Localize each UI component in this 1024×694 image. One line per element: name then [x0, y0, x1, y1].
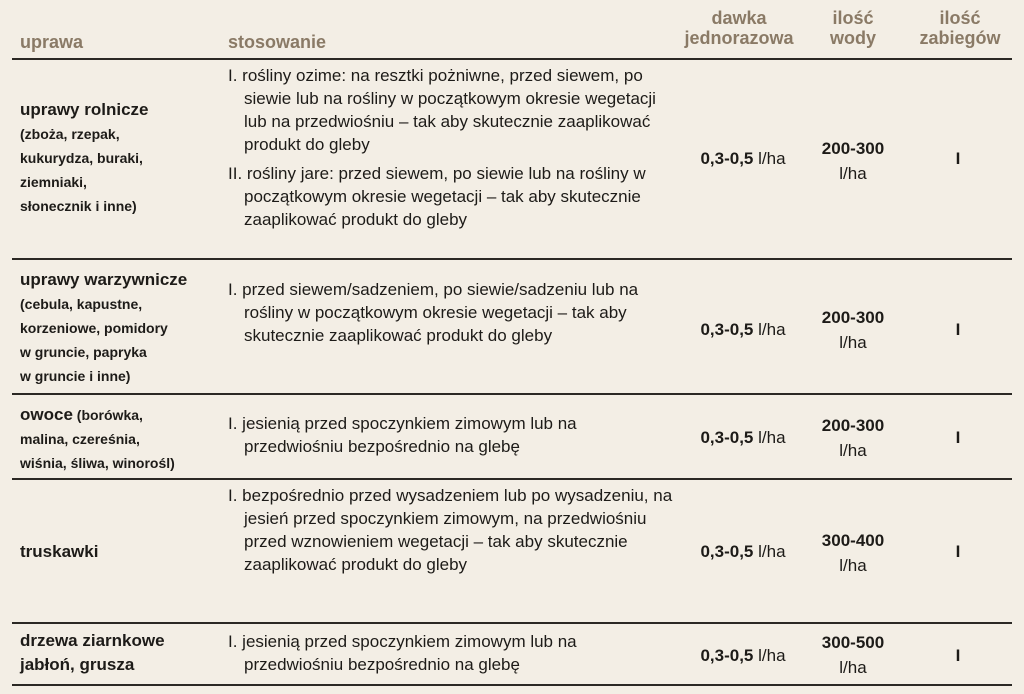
- table-row-usage: [228, 64, 673, 231]
- dose-value: 0,3-0,5: [700, 320, 754, 339]
- header-woda: [817, 8, 889, 48]
- crop-detail: korzeniowe, pomidory: [20, 320, 168, 336]
- header-dawka: [678, 8, 800, 48]
- divider: [12, 478, 1012, 480]
- dose-cell: [683, 149, 803, 169]
- divider: [12, 622, 1012, 624]
- treatments-count: I: [955, 149, 961, 168]
- usage-item: I. bezpośrednio przed wysadzeniem lub po wysadzeniu, na jesień przed spoczynkiem zimowym, na przedwiośniu przed wznowieniem wegetacji – tak aby skutecznie zaaplikować produkt do gleby: [228, 486, 673, 574]
- dose-unit: l/ha: [758, 428, 786, 447]
- usage-item: I. jesienią przed spoczynkiem zimowym lub na przedwiośniu bezpośrednio na glebę: [228, 632, 577, 674]
- dose-unit: l/ha: [758, 646, 786, 665]
- crop-detail: malina, czereśnia,: [20, 431, 140, 447]
- table-row-usage: [228, 278, 673, 347]
- water-value: 200-300: [821, 139, 885, 158]
- water-cell: [812, 528, 894, 578]
- water-value: 300-500: [821, 633, 885, 652]
- dose-cell: [683, 320, 803, 340]
- table-row-usage: [228, 484, 673, 576]
- dose-unit: l/ha: [758, 542, 786, 561]
- dose-value: 0,3-0,5: [700, 149, 754, 168]
- water-cell: [812, 413, 894, 463]
- crop-detail: w gruncie, papryka: [20, 344, 147, 360]
- crop-name-line: [20, 403, 175, 427]
- crop-detail: (cebula, kapustne,: [20, 296, 143, 312]
- crop-name: uprawy warzywnicze: [20, 270, 188, 289]
- dose-value: 0,3-0,5: [700, 646, 754, 665]
- header-dawka-line2: jednorazowa: [684, 28, 794, 48]
- dose-unit: l/ha: [758, 320, 786, 339]
- divider: [12, 684, 1012, 686]
- crop-detail: w gruncie i inne): [20, 368, 131, 384]
- dose-unit: l/ha: [758, 149, 786, 168]
- usage-item: I. rośliny ozime: na resztki pożniwne, przed siewem, po siewie lub na rośliny w początkowym okresie wegetacji lub na przedwiośniu – tak aby skutecznie zaaplikować produkt do gleby: [228, 66, 656, 154]
- treatments-count: I: [955, 542, 961, 561]
- divider: [12, 393, 1012, 395]
- water-unit: l/ha: [839, 441, 867, 460]
- crop-detail: wiśnia, śliwa, winorośl): [20, 455, 175, 471]
- crop-detail: jabłoń, grusza: [20, 655, 135, 674]
- divider: [12, 258, 1012, 260]
- water-cell: [812, 305, 894, 355]
- crop-detail: ziemniaki,: [20, 174, 87, 190]
- water-value: 200-300: [821, 308, 885, 327]
- header-zabiegi-line2: zabiegów: [919, 28, 1001, 48]
- table-row-crop: [20, 98, 148, 218]
- table-row-usage: [228, 412, 673, 458]
- crop-detail: (zboża, rzepak,: [20, 126, 120, 142]
- usage-item: II. rośliny jare: przed siewem, po siewie lub na rośliny w początkowym okresie wegetacji – tak aby skutecznie zaaplikować produkt do gleby: [228, 164, 646, 229]
- usage-item: I. przed siewem/sadzeniem, po siewie/sadzeniu lub na rośliny w początkowym okresie wegetacji – tak aby skutecznie zaaplikować produkt do gleby: [228, 280, 639, 345]
- dose-cell: [683, 542, 803, 562]
- header-zabiegi: [910, 8, 1010, 48]
- crop-detail: (borówka,: [72, 407, 143, 423]
- water-cell: [812, 136, 894, 186]
- crop-name: truskawki: [20, 542, 99, 561]
- water-unit: l/ha: [839, 556, 867, 575]
- dose-value: 0,3-0,5: [700, 428, 754, 447]
- header-zabiegi-line1: ilość: [939, 8, 981, 28]
- table-row-usage: [228, 630, 673, 676]
- water-unit: l/ha: [839, 164, 867, 183]
- usage-item: I. jesienią przed spoczynkiem zimowym lub na przedwiośniu bezpośrednio na glebę: [228, 414, 577, 456]
- table-row-crop: [20, 629, 165, 677]
- water-value: 300-400: [821, 531, 885, 550]
- header-stosowanie: stosowanie: [228, 32, 327, 52]
- header-woda-line2: wody: [829, 28, 876, 48]
- water-unit: l/ha: [839, 333, 867, 352]
- divider: [12, 58, 1012, 60]
- water-value: 200-300: [821, 416, 885, 435]
- treatments-count: I: [955, 646, 961, 665]
- dose-cell: [683, 428, 803, 448]
- header-dawka-line1: dawka: [711, 8, 767, 28]
- water-cell: [812, 630, 894, 680]
- crop-name: uprawy rolnicze: [20, 100, 149, 119]
- treatments-count: I: [955, 428, 961, 447]
- dose-value: 0,3-0,5: [700, 542, 754, 561]
- table-row-crop: [20, 268, 187, 388]
- crop-detail: słonecznik i inne): [20, 198, 137, 214]
- table-row-crop: [20, 540, 98, 564]
- table-row-crop: [20, 403, 175, 475]
- treatments-count: I: [955, 320, 961, 339]
- crop-name: drzewa ziarnkowe: [20, 631, 165, 650]
- header-woda-line1: ilość: [832, 8, 874, 28]
- crop-detail: kukurydza, buraki,: [20, 150, 143, 166]
- dose-cell: [683, 646, 803, 666]
- header-uprawa: uprawa: [20, 32, 84, 52]
- crop-name: owoce: [20, 405, 73, 424]
- water-unit: l/ha: [839, 658, 867, 677]
